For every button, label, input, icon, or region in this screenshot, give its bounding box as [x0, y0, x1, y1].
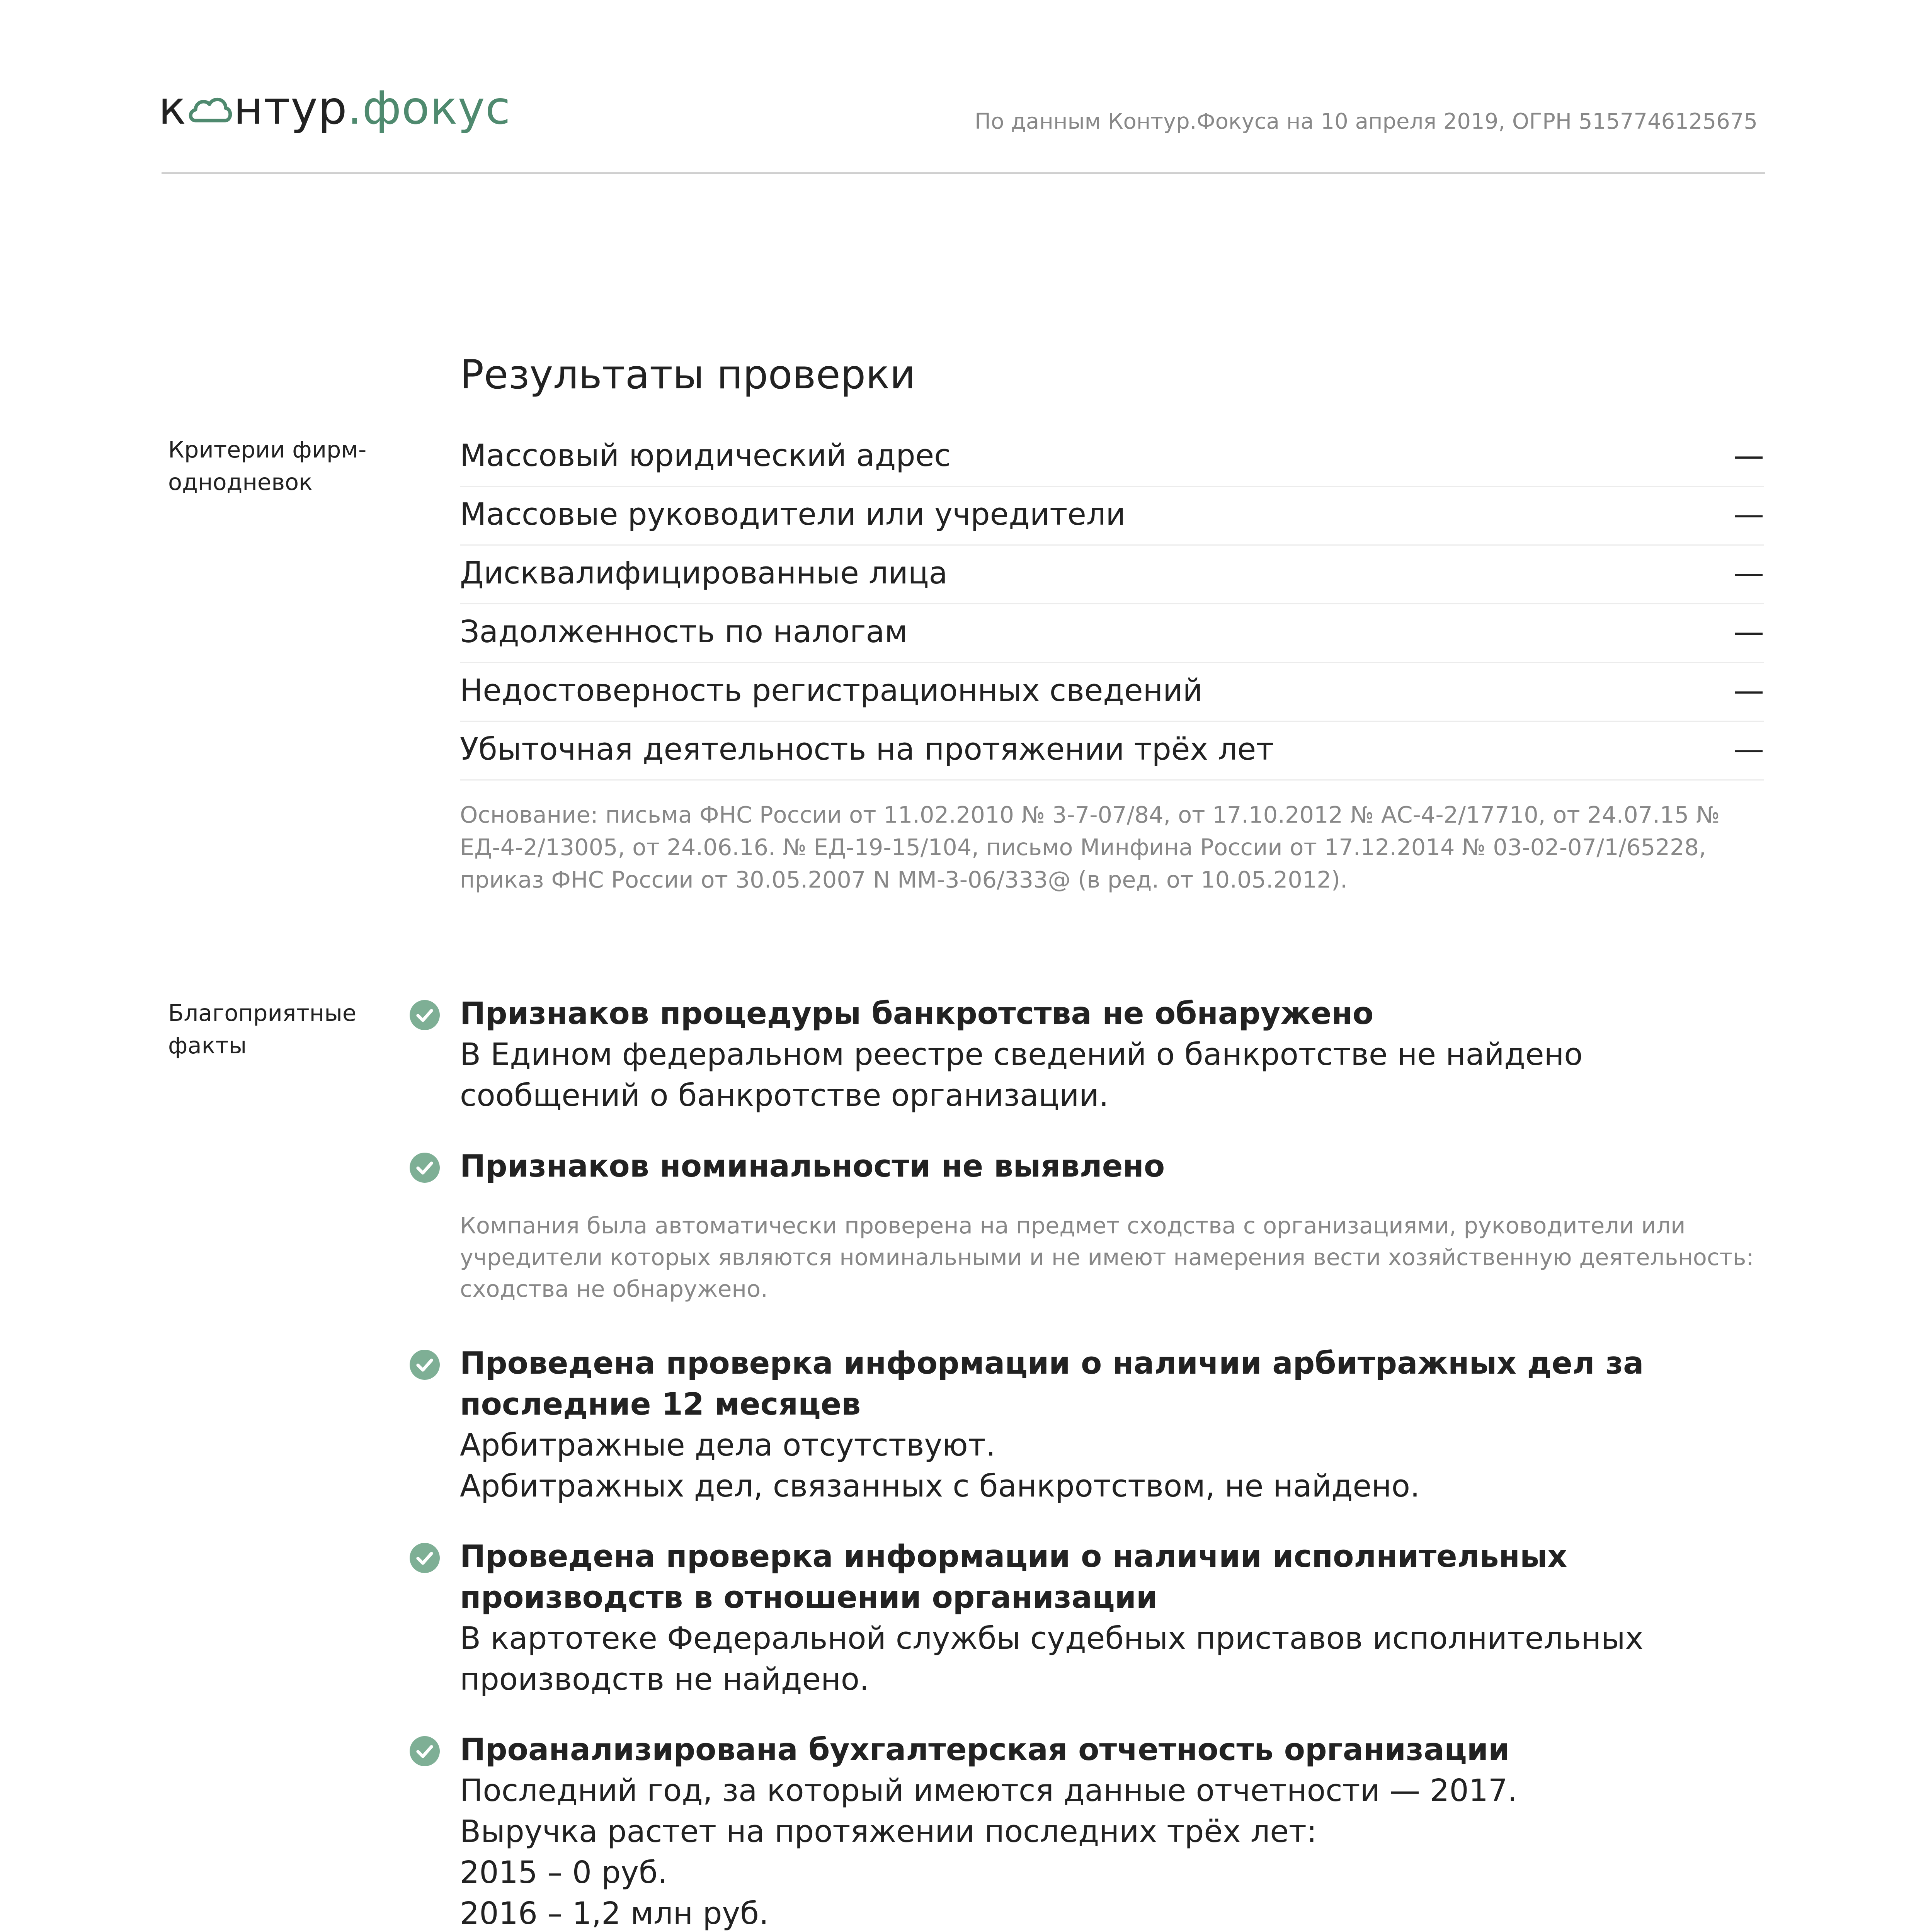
criteria-label: Дисквалифицированные лица: [460, 555, 948, 591]
criteria-row: [460, 722, 1764, 781]
logo-text-part2: нтур: [233, 81, 347, 134]
kontur-focus-logo: [158, 81, 511, 134]
fact-text: Последний год, за который имеются данные отчетности — 2017.: [460, 1773, 1518, 1808]
fact-body: [460, 1729, 1770, 1932]
criteria-label: Задолженность по налогам: [460, 614, 908, 650]
check-circle-icon: [410, 1543, 440, 1573]
page-title: Результаты проверки: [460, 352, 916, 398]
report-source-meta: По данным Контур.Фокуса на 10 апреля 2019, ОГРН 5157746125675: [975, 109, 1758, 134]
fact-body: [460, 1343, 1770, 1507]
fact-title: Признаков процедуры банкротства не обнаружено: [460, 996, 1374, 1031]
fact-text: Арбитражных дел, связанных с банкротством, не найдено.: [460, 1468, 1420, 1504]
fact-text: В картотеке Федеральной службы судебных приставов исполнительных производств не найдено.: [460, 1621, 1644, 1697]
fact-title: Проведена проверка информации о наличии исполнительных производств в отношении организации: [460, 1539, 1567, 1615]
fact-title: Признаков номинальности не выявлено: [460, 1148, 1165, 1184]
criteria-row: [460, 428, 1764, 487]
fact-title: Проведена проверка информации о наличии арбитражных дел за последние 12 месяцев: [460, 1345, 1644, 1422]
check-circle-icon: [410, 1153, 440, 1183]
logo-text-part3: .фокус: [347, 81, 511, 134]
fact-text: В Едином федеральном реестре сведений о банкротстве не найдено сообщений о банкротстве организации.: [460, 1037, 1583, 1113]
cloud-icon: [187, 94, 233, 124]
criteria-value: —: [1734, 497, 1764, 532]
facts-section-label: Благоприятные факты: [168, 1000, 357, 1059]
fact-title: Проанализирована бухгалтерская отчетность организации: [460, 1732, 1510, 1767]
criteria-value: —: [1734, 438, 1764, 473]
criteria-list: [460, 428, 1764, 781]
criteria-label: Убыточная деятельность на протяжении трёх лет: [460, 731, 1274, 767]
fact-body: [460, 1536, 1770, 1700]
criteria-value: —: [1734, 731, 1764, 767]
criteria-row: [460, 546, 1764, 604]
fact-text: Выручка растет на протяжении последних трёх лет:: [460, 1814, 1317, 1849]
criteria-row: [460, 487, 1764, 546]
criteria-label: Недостоверность регистрационных сведений: [460, 673, 1203, 708]
fact-body: [460, 993, 1770, 1116]
criteria-row: [460, 663, 1764, 722]
logo-text-part1: к: [158, 81, 187, 134]
criteria-value: —: [1734, 673, 1764, 708]
criteria-value: —: [1734, 614, 1764, 650]
check-circle-icon: [410, 1000, 440, 1030]
criteria-value: —: [1734, 555, 1764, 591]
criteria-row: [460, 604, 1764, 663]
criteria-label: Массовые руководители или учредители: [460, 497, 1126, 532]
criteria-basis-note: Основание: письма ФНС России от 11.02.2010 № 3-7-07/84, от 17.10.2012 № АС-4-2/17710, от 24.07.15 № ЕД-4-2/13005, от 24.06.16. № ЕД-19-15/104, письмо Минфина России от 17.12.2014 № 03-02-07/1/65228, приказ ФНС России от 30.05.2007 N ММ-3-06/333@ (в ред. от 10.05.2012).: [460, 801, 1720, 893]
fact-text: 2016 – 1,2 млн руб.: [460, 1896, 769, 1931]
check-circle-icon: [410, 1736, 440, 1766]
header-divider: [162, 172, 1765, 174]
fact-text: 2015 – 0 руб.: [460, 1855, 667, 1890]
criteria-label: Массовый юридический адрес: [460, 438, 951, 473]
fact-body: [460, 1146, 1770, 1305]
fact-text: Арбитражные дела отсутствуют.: [460, 1427, 995, 1463]
fact-note: Компания была автоматически проверена на предмет сходства с организациями, руководители или учредители которых являются номинальными и не имеют намерения вести хозяйственную деятельность: сходства не обнаружено.: [460, 1212, 1754, 1302]
criteria-section-label: Критерии фирм-однодневок: [168, 436, 367, 495]
check-circle-icon: [410, 1350, 440, 1380]
